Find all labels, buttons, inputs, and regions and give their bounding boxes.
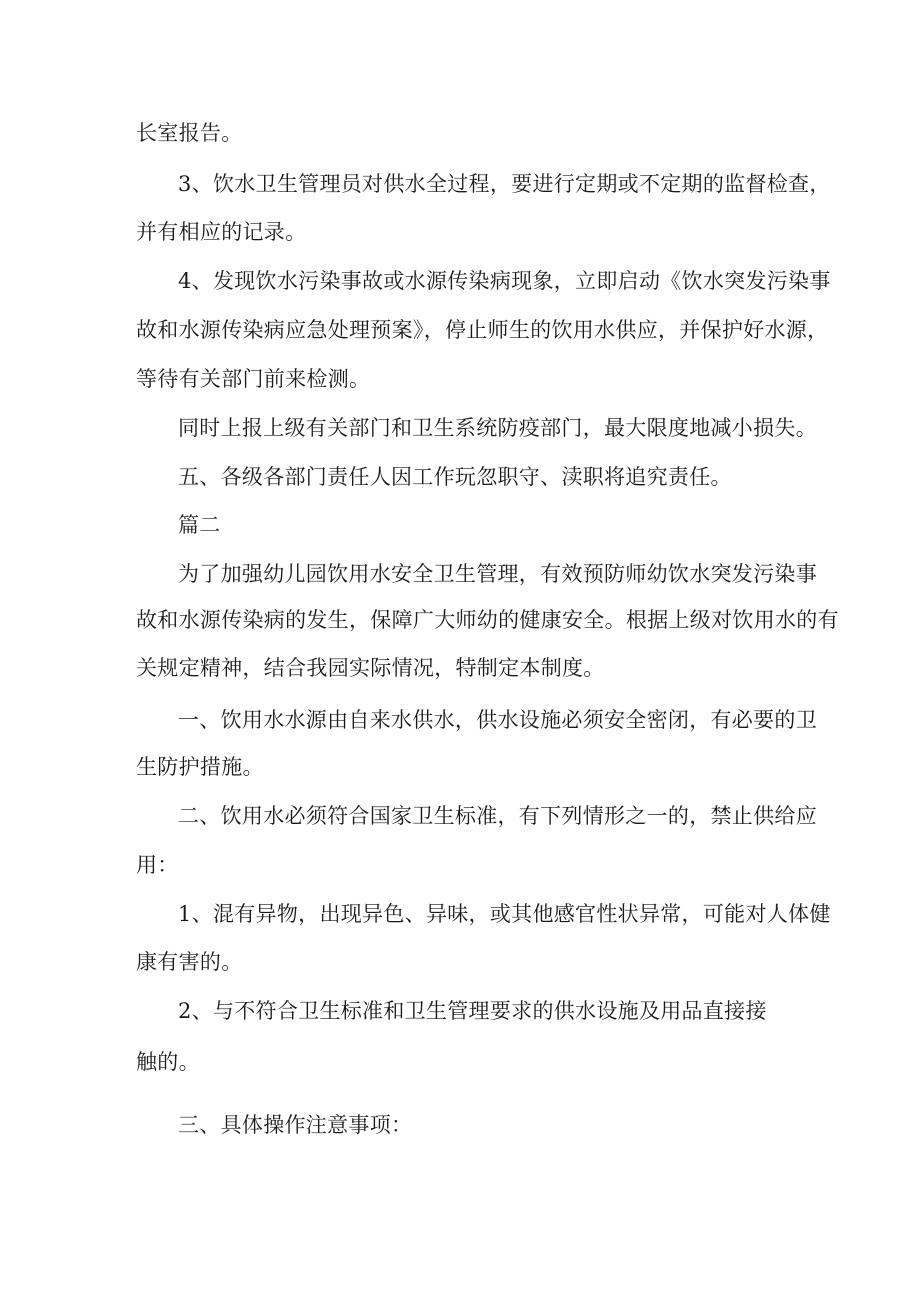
paragraph-line: 2、与不符合卫生标准和卫生管理要求的供水设施及用品直接接 — [178, 999, 767, 1023]
paragraph-line: 同时上报上级有关部门和卫生系统防疫部门，最大限度地减小损失。 — [178, 416, 817, 440]
paragraph-line: 触的。 — [136, 1050, 200, 1074]
paragraph-line: 并有相应的记录。 — [136, 220, 307, 244]
paragraph-line: 故和水源传染病应急处理预案》，停止师生的饮用水供应，并保护好水源， — [136, 318, 829, 342]
paragraph-line: 一、饮用水水源由自来水供水，供水设施必须安全密闭，有必要的卫 — [178, 708, 817, 732]
paragraph-line: 生防护措施。 — [136, 755, 264, 779]
paragraph-line: 用： — [136, 853, 179, 877]
section-heading: 三、具体操作注意事项： — [178, 1113, 413, 1137]
paragraph-line: 等待有关部门前来检测。 — [136, 367, 371, 391]
paragraph-line: 为了加强幼儿园饮用水安全卫生管理，有效预防师幼饮水突发污染事 — [178, 562, 817, 586]
paragraph-line: 3、饮水卫生管理员对供水全过程，要进行定期或不定期的监督检查， — [178, 172, 831, 196]
paragraph-line: 二、饮用水必须符合国家卫生标准，有下列情形之一的，禁止供给应 — [178, 804, 817, 828]
section-heading: 篇二 — [178, 513, 221, 537]
paragraph-line: 故和水源传染病的发生，保障广大师幼的健康安全。根据上级对饮用水的有 — [136, 608, 839, 632]
paragraph-line: 五、各级各部门责任人因工作玩忽职守、渎职将追究责任。 — [178, 465, 732, 489]
paragraph-line: 4、发现饮水污染事故或水源传染病现象，立即启动《饮水突发污染事 — [178, 269, 831, 293]
paragraph-line: 1、混有异物，出现异色、异味，或其他感官性状异常，可能对人体健 — [178, 902, 831, 926]
paragraph-line: 关规定精神，结合我园实际情况，特制定本制度。 — [136, 656, 605, 680]
paragraph-line: 康有害的。 — [136, 950, 243, 974]
paragraph-line: 长室报告。 — [136, 121, 243, 145]
